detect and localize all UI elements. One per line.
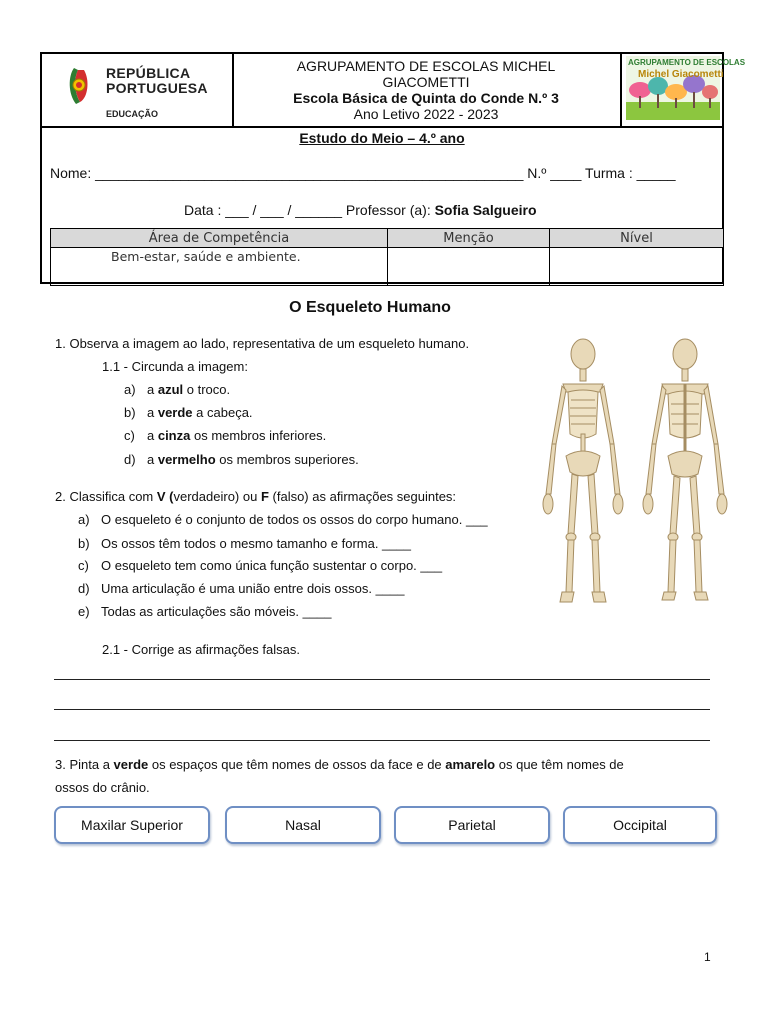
header-nivel: Nível	[550, 229, 724, 248]
q3-text: 3. Pinta a verde os espaços que têm nomes de ossos da face e de amarelo os que têm nomes de	[55, 757, 624, 772]
answer-line[interactable]	[54, 709, 710, 710]
cell-area: Bem-estar, saúde e ambiente.	[51, 248, 388, 286]
cell-nivel	[550, 248, 724, 286]
logo-republica-text: REPÚBLICA	[106, 65, 191, 81]
q2-item-a: a) O esqueleto é o conjunto de todos os ossos do corpo humano. ___	[78, 512, 488, 527]
q1-text: 1. Observa a imagem ao lado, representativa de um esqueleto humano.	[55, 336, 470, 351]
bone-box-nasal[interactable]: Nasal	[225, 806, 381, 844]
answer-line[interactable]	[54, 740, 710, 741]
agrupamento-logo	[624, 54, 746, 126]
logo-portuguesa-text: PORTUGUESA	[106, 80, 208, 96]
q2-text: 2. Classifica com V (verdadeiro) ou F (falso) as afirmações seguintes:	[55, 489, 457, 504]
school-year: Ano Letivo 2022 - 2023	[353, 106, 499, 122]
header-table	[40, 52, 746, 284]
date-field: Data : ___ / ___ / ______ Professor (a):	[184, 202, 435, 218]
q1-sub: 1.1 - Circunda a imagem:	[102, 359, 248, 374]
cell-mencao	[388, 248, 550, 286]
q1-item-b: b) a verde a cabeça.	[124, 405, 253, 420]
school-name-line1: AGRUPAMENTO DE ESCOLAS MICHEL	[296, 58, 556, 74]
q1-item-c: c) a cinza os membros inferiores.	[124, 428, 327, 443]
q1-item-a: a) a azul o troco.	[124, 382, 231, 397]
page-title: O Esqueleto Humano	[289, 299, 451, 316]
school-info	[232, 54, 622, 126]
agrupamento-logo-text1: AGRUPAMENTO DE ESCOLAS	[628, 58, 746, 67]
header-top-row	[42, 54, 746, 128]
agrupamento-logo-text2: Michel Giacometti	[638, 69, 724, 80]
professor-name: Sofia Salgueiro	[434, 202, 537, 218]
q2-item-c: c) O esqueleto tem como única função sustentar o corpo. ___	[78, 558, 443, 573]
q3-text-line2: ossos do crânio.	[55, 780, 150, 795]
logo-educacao-text: EDUCAÇÃO	[106, 109, 159, 119]
header-area: Área de Competência	[51, 229, 388, 248]
q2-item-d: d) Uma articulação é uma união entre dois ossos. ____	[78, 581, 405, 596]
header-mencao: Menção	[388, 229, 550, 248]
q2-sub: 2.1 - Corrige as afirmações falsas.	[102, 642, 300, 657]
q1-item-d: d) a vermelho os membros superiores.	[124, 452, 359, 467]
competence-table	[50, 228, 724, 286]
skeleton-image	[538, 334, 728, 609]
table-row	[51, 248, 724, 286]
republica-logo	[42, 54, 234, 126]
nome-field: Nome: _______________________________________________________ N.º ____ Turma : _____	[50, 165, 676, 181]
page-number: 1	[704, 950, 711, 964]
bone-box-parietal[interactable]: Parietal	[394, 806, 550, 844]
competence-table-header	[51, 229, 724, 248]
school-name-line3: Escola Básica de Quinta do Conde N.º 3	[293, 90, 559, 106]
subject-title: Estudo do Meio – 4.º ano	[299, 130, 465, 146]
q2-item-b: b) Os ossos têm todos o mesmo tamanho e forma. ____	[78, 536, 411, 551]
answer-line[interactable]	[54, 679, 710, 680]
bone-box-occipital[interactable]: Occipital	[563, 806, 717, 844]
date-professor-line	[184, 202, 537, 218]
bone-box-maxilar-superior[interactable]: Maxilar Superior	[54, 806, 210, 844]
q2-item-e: e) Todas as articulações são móveis. ____	[78, 604, 332, 619]
school-name-line2: GIACOMETTI	[382, 74, 470, 90]
